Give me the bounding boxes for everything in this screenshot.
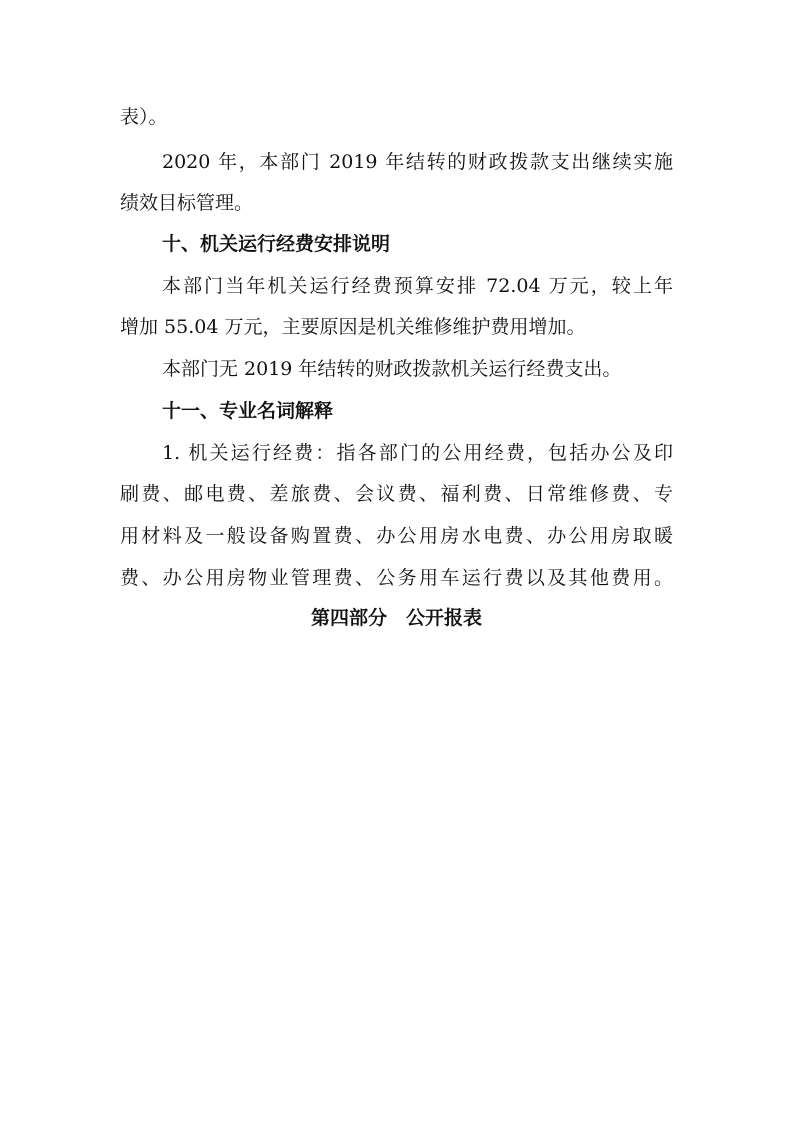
paragraph-line: 表）。 [120, 106, 168, 128]
paragraph-line: 绩效目标管理。 [120, 192, 254, 214]
paragraph-line: 用材料及一般设备购置费、办公用房水电费、办公用房取暖 [120, 525, 673, 547]
part-title: 第四部分 公开报表 [310, 607, 482, 629]
paragraph-line: 增加 55.04 万元，主要原因是机关维修维护费用增加。 [120, 316, 586, 338]
paragraph-line: 本部门当年机关运行经费预算安排 72.04 万元，较上年 [162, 275, 673, 297]
section-heading: 十、机关运行经费安排说明 [162, 233, 391, 255]
paragraph-line: 1. 机关运行经费：指各部门的公用经费，包括办公及印 [162, 442, 673, 464]
paragraph-line: 2020 年，本部门 2019 年结转的财政拨款支出继续实施 [162, 151, 673, 173]
paragraph-line: 刷费、邮电费、差旅费、会议费、福利费、日常维修费、专 [120, 483, 673, 505]
paragraph-line: 费、办公用房物业管理费、公务用车运行费以及其他费用。 [120, 567, 673, 589]
section-heading: 十一、专业名词解释 [162, 400, 334, 422]
paragraph-line: 本部门无 2019 年结转的财政拨款机关运行经费支出。 [162, 358, 622, 380]
